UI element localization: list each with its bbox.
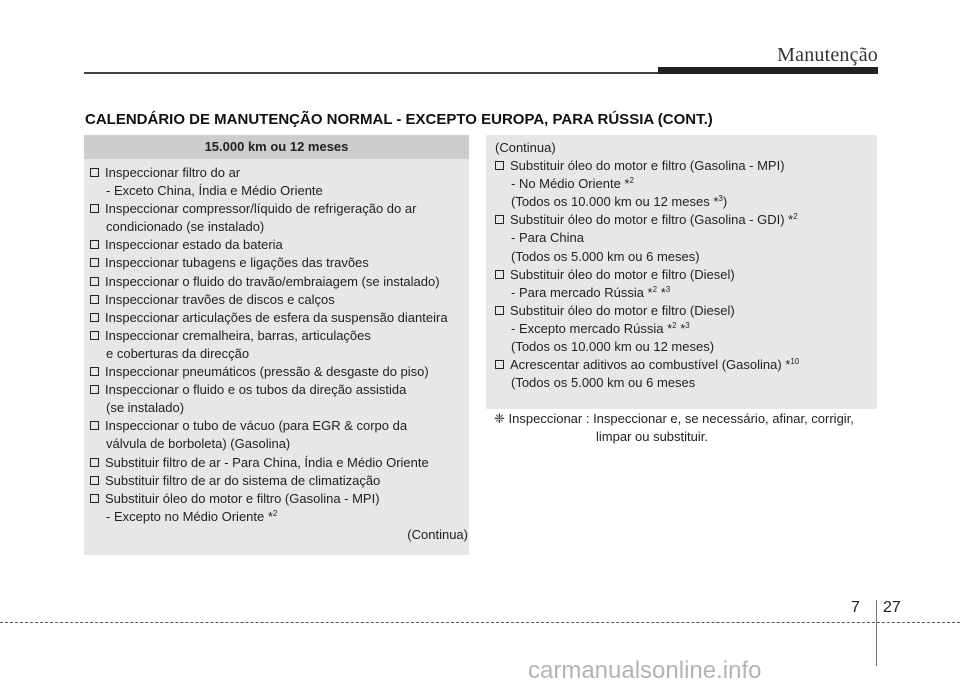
- asterisk-icon: ❈: [494, 411, 505, 426]
- footnote-ref: 2: [652, 284, 658, 294]
- maintenance-panel-15000km: [84, 135, 469, 555]
- list-item: Inspeccionar filtro do ar: [90, 164, 469, 182]
- list-item: Inspeccionar articulações de esfera da suspensão dianteira: [90, 309, 469, 327]
- footer-rule: [0, 622, 960, 623]
- list-item: Substituir óleo do motor e filtro (Gasolina - MPI): [495, 157, 877, 175]
- list-item: Substituir filtro de ar do sistema de climatização: [90, 472, 469, 490]
- footnote-ref: 3: [718, 194, 723, 204]
- checkbox-icon: [90, 258, 99, 267]
- definition-note: [494, 410, 854, 446]
- note-line: limpar ou substituir.: [596, 429, 708, 445]
- list-item-detail: - Excepto mercado Rússia *$^2$ *$^3$: [511, 320, 690, 336]
- list-item: Substituir óleo do motor e filtro (Diesel): [495, 266, 877, 284]
- list-item-detail: - Exceto China, Índia e Médio Oriente: [106, 183, 323, 199]
- list-item: Substituir óleo do motor e filtro (Gasolina - MPI): [90, 490, 469, 508]
- section-header-title: Manutenção: [777, 44, 878, 66]
- list-item: Inspeccionar o fluido e os tubos da direção assistida: [90, 381, 469, 399]
- footnote-ref: 3: [665, 284, 671, 294]
- checkbox-icon: [495, 215, 504, 224]
- list-item-detail: válvula de borboleta) (Gasolina): [106, 436, 291, 452]
- panel-body: [486, 135, 877, 392]
- footnote-ref: 2: [629, 176, 634, 186]
- list-item-detail: - Excepto no Médio Oriente *$^2$: [106, 508, 278, 524]
- panel-body: [84, 159, 469, 544]
- checkbox-icon: [90, 313, 99, 322]
- chapter-number: 7: [851, 599, 860, 616]
- page-number: 27: [883, 599, 901, 616]
- checkbox-icon: [90, 367, 99, 376]
- checkbox-icon: [495, 306, 504, 315]
- list-item-detail: (Todos os 5.000 km ou 6 meses: [511, 375, 696, 391]
- list-item: Inspeccionar estado da bateria: [90, 236, 469, 254]
- list-item-detail: condicionado (se instalado): [106, 219, 265, 235]
- checkbox-icon: [495, 270, 504, 279]
- footnote-ref: 2: [272, 508, 278, 518]
- checkbox-icon: [90, 277, 99, 286]
- checkbox-icon: [90, 240, 99, 249]
- panel-heading: 15.000 km ou 12 meses: [84, 135, 469, 159]
- maintenance-panel-continued: [486, 135, 877, 409]
- checkbox-icon: [90, 385, 99, 394]
- checkbox-icon: [495, 161, 504, 170]
- footnote-ref: 2: [672, 320, 677, 330]
- page-title: CALENDÁRIO DE MANUTENÇÃO NORMAL - EXCEPTO EUROPA, PARA RÚSSIA (CONT.): [85, 111, 713, 128]
- list-item: Inspeccionar travões de discos e calços: [90, 291, 469, 309]
- list-item: Substituir filtro de ar - Para China, Índia e Médio Oriente: [90, 454, 469, 472]
- checkbox-icon: [90, 204, 99, 213]
- list-item: Substituir óleo do motor e filtro (Gasolina - GDI) *$^2$: [495, 211, 877, 229]
- list-item-detail: - Para mercado Rússia *$^2$ *$^3$: [511, 284, 671, 300]
- page-number-divider: [876, 600, 877, 666]
- checkbox-icon: [90, 494, 99, 503]
- list-item: Inspeccionar compressor/líquido de refrigeração do ar: [90, 200, 469, 218]
- list-item: Acrescentar aditivos ao combustível (Gasolina) *$^{10}$: [495, 356, 877, 374]
- checkbox-icon: [90, 458, 99, 467]
- list-item-detail: - Para China: [511, 230, 584, 246]
- list-item-detail: (Todos os 5.000 km ou 6 meses): [511, 248, 700, 264]
- list-item-detail: (Todos os 10.000 km ou 12 meses): [511, 339, 715, 355]
- list-item: Inspeccionar o tubo de vácuo (para EGR & corpo da: [90, 417, 469, 435]
- footnote-ref: 2: [793, 212, 798, 222]
- checkbox-icon: [90, 476, 99, 485]
- checkbox-icon: [90, 168, 99, 177]
- continues-label: (Continua): [407, 526, 468, 542]
- note-line: ❈ Inspeccionar : Inspeccionar e, se necessário, afinar, corrigir,: [494, 411, 854, 426]
- footnote-ref: 3: [685, 320, 690, 330]
- checkbox-icon: [495, 360, 504, 369]
- header-rule-thin: [84, 72, 662, 74]
- list-item: Substituir óleo do motor e filtro (Diesel): [495, 302, 877, 320]
- footnote-ref: 10: [790, 357, 800, 367]
- checkbox-icon: [90, 331, 99, 340]
- list-item: Inspeccionar pneumáticos (pressão & desgaste do piso): [90, 363, 469, 381]
- list-item-detail: (se instalado): [106, 400, 185, 416]
- list-item-detail: - No Médio Oriente *$^2$: [511, 176, 634, 192]
- list-item: Inspeccionar tubagens e ligações das travões: [90, 254, 469, 272]
- continued-label: (Continua): [495, 140, 556, 155]
- list-item: Inspeccionar cremalheira, barras, articulações: [90, 327, 469, 345]
- checkbox-icon: [90, 295, 99, 304]
- list-item: Inspeccionar o fluido do travão/embraiagem (se instalado): [90, 273, 469, 291]
- list-item-detail: e coberturas da direcção: [106, 345, 250, 361]
- list-item-detail: (Todos os 10.000 km ou 12 meses *$^3$): [511, 194, 728, 210]
- watermark: carmanualsonline.info: [528, 657, 762, 684]
- checkbox-icon: [90, 421, 99, 430]
- header-rule-thick: [658, 67, 878, 74]
